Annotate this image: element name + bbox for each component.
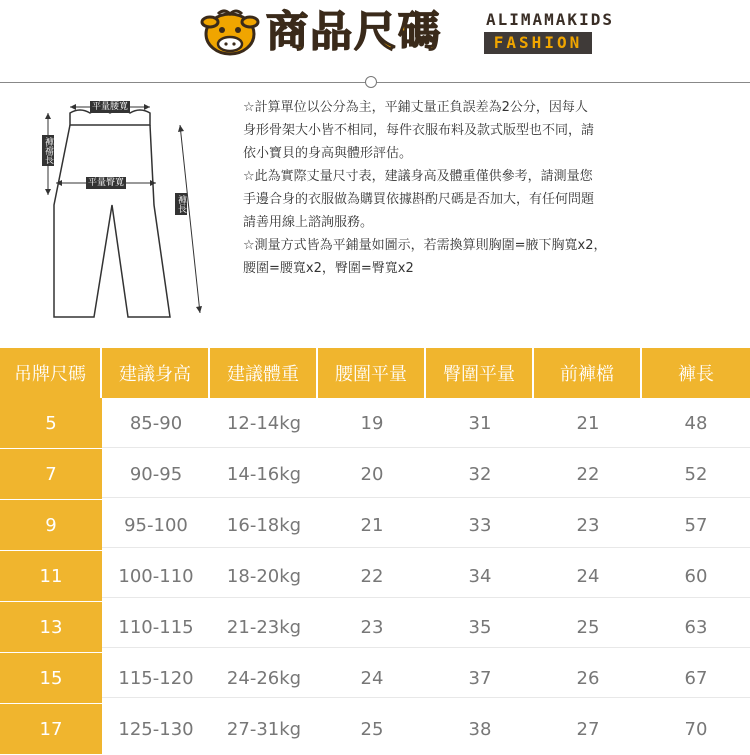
table-cell: 27-31kg [210,704,318,754]
table-cell: 19 [318,398,426,448]
table-row [0,704,750,755]
header-cell: 建議身高 [102,348,210,398]
table-cell: 38 [426,704,534,754]
size-table [0,348,750,755]
note-line: ☆測量方式皆為平鋪量如圖示，若需換算則胸圍=腋下胸寬x2， [243,238,607,253]
table-cell: 67 [642,653,750,703]
size-cell: 5 [0,398,102,448]
size-notes [243,96,713,280]
row-divider [102,447,750,448]
header-cell: 建議體重 [210,348,318,398]
size-cell: 11 [0,551,102,601]
table-row [0,500,750,551]
table-cell: 14-16kg [210,449,318,499]
table-row [0,449,750,500]
hip-width-label: 平量臀寬 [88,178,125,188]
note-line: 請善用線上諮詢服務。 [243,215,374,230]
table-cell: 20 [318,449,426,499]
table-cell: 12-14kg [210,398,318,448]
table-cell: 100-110 [102,551,210,601]
header-cell: 臀圍平量 [426,348,534,398]
table-cell: 22 [318,551,426,601]
size-cell: 15 [0,653,102,703]
size-cell: 17 [0,704,102,754]
table-cell: 21-23kg [210,602,318,652]
table-body [0,398,750,755]
table-row [0,602,750,653]
table-cell: 110-115 [102,602,210,652]
row-divider [102,647,750,648]
table-cell: 24 [318,653,426,703]
table-cell: 52 [642,449,750,499]
row-divider [102,697,750,698]
table-cell: 31 [426,398,534,448]
waist-width-label: 平量腰寬 [92,102,129,112]
table-cell: 33 [426,500,534,550]
table-header-row [0,348,750,398]
table-row [0,398,750,449]
rise-label: 褲襠長 [43,137,53,164]
table-cell: 23 [318,602,426,652]
size-cell: 7 [0,449,102,499]
table-cell: 26 [534,653,642,703]
brand-tagline: FASHION [484,32,592,54]
table-cell: 95-100 [102,500,210,550]
table-cell: 115-120 [102,653,210,703]
table-cell: 25 [318,704,426,754]
table-cell: 21 [318,500,426,550]
table-cell: 24-26kg [210,653,318,703]
header-cell: 吊牌尺碼 [0,348,102,398]
table-cell: 16-18kg [210,500,318,550]
pants-diagram [30,95,230,335]
row-divider [102,547,750,548]
table-cell: 23 [534,500,642,550]
table-cell: 48 [642,398,750,448]
header-cell: 腰圍平量 [318,348,426,398]
table-cell: 32 [426,449,534,499]
cow-mascot-icon [200,6,260,58]
header [0,0,750,70]
table-cell: 60 [642,551,750,601]
size-cell: 13 [0,602,102,652]
size-cell: 9 [0,500,102,550]
table-cell: 34 [426,551,534,601]
page-title: 商品尺碼 [266,7,443,56]
table-cell: 37 [426,653,534,703]
row-divider [102,497,750,498]
note-line: ☆此為實際丈量尺寸表，建議身高及體重僅供參考，請測量您 [243,169,593,184]
table-cell: 25 [534,602,642,652]
table-cell: 125-130 [102,704,210,754]
table-cell: 22 [534,449,642,499]
row-divider [102,597,750,598]
note-line: 手邊合身的衣服做為購買依據斟酌尺碼是否加大，有任何問題 [243,192,595,207]
table-cell: 24 [534,551,642,601]
note-line: ☆計算單位以公分為主，平鋪丈量正負誤差為2公分，因每人 [243,100,588,115]
table-cell: 63 [642,602,750,652]
table-cell: 70 [642,704,750,754]
table-cell: 90-95 [102,449,210,499]
brand-name: ALIMAMAKIDS [486,10,614,29]
header-cell: 前褲檔 [534,348,642,398]
divider-circle [365,76,377,88]
table-row [0,551,750,602]
table-cell: 21 [534,398,642,448]
note-line: 身形骨架大小皆不相同，每件衣服布料及款式版型也不同，請 [243,123,595,138]
table-cell: 18-20kg [210,551,318,601]
note-line: 腰圍=腰寬x2，臀圍=臀寬x2 [243,261,414,276]
pant-length-label: 褲長 [176,195,186,213]
table-cell: 35 [426,602,534,652]
pants-outline-icon [30,95,230,335]
table-cell: 57 [642,500,750,550]
header-cell: 褲長 [642,348,750,398]
table-cell: 85-90 [102,398,210,448]
note-line: 依小寶貝的身高與體形評估。 [243,146,413,161]
table-cell: 27 [534,704,642,754]
